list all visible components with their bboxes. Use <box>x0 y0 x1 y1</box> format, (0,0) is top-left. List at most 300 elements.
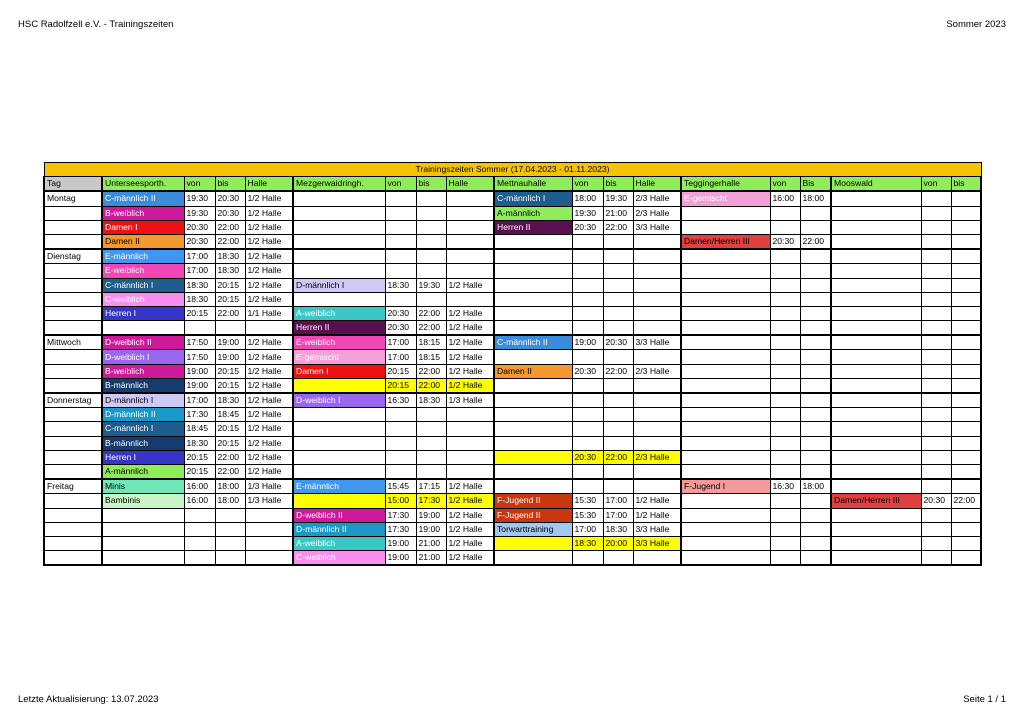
time-from-cell: 15:30 <box>572 494 603 508</box>
time-from-cell <box>184 508 215 522</box>
team-cell <box>681 350 770 364</box>
day-cell <box>44 408 102 422</box>
time-from-cell <box>770 508 800 522</box>
time-to-cell: 22:00 <box>603 364 633 378</box>
time-to-cell <box>800 306 831 320</box>
team-cell <box>494 450 572 464</box>
column-header: Mooswald <box>831 177 921 192</box>
time-to-cell: 22:00 <box>215 306 245 320</box>
time-to-cell <box>951 436 981 450</box>
table-row <box>44 249 981 264</box>
time-from-cell: 18:30 <box>184 292 215 306</box>
time-to-cell <box>951 278 981 292</box>
time-to-cell: 20:15 <box>215 422 245 436</box>
time-to-cell <box>603 278 633 292</box>
time-to-cell: 22:00 <box>215 464 245 479</box>
time-to-cell: 20:15 <box>215 364 245 378</box>
hall-cell: 1/2 Halle <box>446 508 494 522</box>
team-cell: Damen/Herren III <box>831 494 921 508</box>
time-to-cell <box>800 494 831 508</box>
team-cell <box>681 422 770 436</box>
team-cell <box>494 292 572 306</box>
team-cell <box>681 508 770 522</box>
day-cell <box>44 450 102 464</box>
table-row <box>44 464 981 479</box>
time-from-cell: 19:00 <box>385 551 416 566</box>
time-from-cell <box>921 234 951 249</box>
hall-cell <box>633 479 681 494</box>
time-to-cell <box>603 408 633 422</box>
column-header: Tag <box>44 177 102 192</box>
time-from-cell <box>921 249 951 264</box>
time-to-cell <box>416 422 446 436</box>
time-to-cell <box>416 264 446 278</box>
time-to-cell <box>603 422 633 436</box>
team-cell <box>494 479 572 494</box>
time-from-cell <box>921 378 951 393</box>
time-from-cell <box>184 321 215 336</box>
time-from-cell: 18:30 <box>385 278 416 292</box>
day-cell <box>44 522 102 536</box>
team-cell: C-männlich I <box>102 278 184 292</box>
time-to-cell: 20:15 <box>215 378 245 393</box>
team-cell <box>681 551 770 566</box>
page-number: Seite 1 / 1 <box>963 694 1006 705</box>
column-header: Unterseesporth. <box>102 177 184 192</box>
day-cell <box>44 436 102 450</box>
time-to-cell <box>800 206 831 220</box>
team-cell <box>494 306 572 320</box>
time-from-cell <box>385 206 416 220</box>
hall-cell <box>446 206 494 220</box>
time-from-cell <box>770 220 800 234</box>
hall-cell: 3/3 Halle <box>633 220 681 234</box>
team-cell <box>494 436 572 450</box>
hall-cell: 1/2 Halle <box>245 422 293 436</box>
hall-cell <box>633 551 681 566</box>
day-cell <box>44 321 102 336</box>
time-from-cell <box>921 393 951 408</box>
time-to-cell <box>951 220 981 234</box>
time-from-cell <box>921 220 951 234</box>
team-cell <box>293 422 385 436</box>
time-to-cell: 18:30 <box>416 393 446 408</box>
time-to-cell: 17:00 <box>603 508 633 522</box>
time-to-cell: 18:00 <box>800 191 831 206</box>
hall-cell: 1/2 Halle <box>245 464 293 479</box>
time-to-cell: 19:30 <box>603 191 633 206</box>
table-row <box>44 191 981 206</box>
team-cell: C-männlich II <box>494 335 572 350</box>
day-cell: Freitag <box>44 479 102 494</box>
hall-cell <box>245 536 293 550</box>
hall-cell <box>633 436 681 450</box>
time-to-cell <box>951 234 981 249</box>
column-header: von <box>921 177 951 192</box>
time-from-cell: 18:30 <box>184 436 215 450</box>
hall-cell: 1/2 Halle <box>446 551 494 566</box>
team-cell: B-weiblich <box>102 206 184 220</box>
team-cell: Herren II <box>293 321 385 336</box>
time-from-cell <box>572 264 603 278</box>
time-to-cell: 21:00 <box>416 551 446 566</box>
hall-cell <box>633 234 681 249</box>
time-from-cell: 17:50 <box>184 350 215 364</box>
time-to-cell <box>603 464 633 479</box>
time-from-cell: 17:00 <box>184 264 215 278</box>
time-to-cell <box>951 450 981 464</box>
team-cell <box>681 220 770 234</box>
team-cell: D-männlich I <box>293 278 385 292</box>
time-from-cell <box>385 436 416 450</box>
team-cell: C-weiblich <box>293 551 385 566</box>
time-to-cell: 22:00 <box>603 220 633 234</box>
time-from-cell <box>921 278 951 292</box>
column-header: bis <box>603 177 633 192</box>
time-from-cell: 17:00 <box>572 522 603 536</box>
time-from-cell: 17:30 <box>385 508 416 522</box>
hall-cell: 3/3 Halle <box>633 522 681 536</box>
time-from-cell <box>921 536 951 550</box>
time-from-cell: 20:30 <box>385 306 416 320</box>
time-from-cell <box>385 191 416 206</box>
time-from-cell: 16:30 <box>770 479 800 494</box>
team-cell <box>831 522 921 536</box>
team-cell <box>681 278 770 292</box>
time-from-cell: 20:30 <box>184 220 215 234</box>
hall-cell: 1/3 Halle <box>446 393 494 408</box>
time-to-cell: 18:00 <box>215 494 245 508</box>
time-from-cell: 20:30 <box>572 450 603 464</box>
team-cell <box>831 364 921 378</box>
team-cell <box>293 464 385 479</box>
team-cell <box>494 234 572 249</box>
hall-cell: 1/2 Halle <box>245 436 293 450</box>
table-row <box>44 536 981 550</box>
team-cell <box>831 335 921 350</box>
team-cell <box>831 393 921 408</box>
table-row <box>44 306 981 320</box>
team-cell: A-männlich <box>102 464 184 479</box>
time-to-cell: 19:00 <box>416 508 446 522</box>
team-cell <box>831 464 921 479</box>
document-header-season: Sommer 2023 <box>946 19 1006 30</box>
time-to-cell: 22:00 <box>416 364 446 378</box>
team-cell <box>681 393 770 408</box>
time-to-cell: 19:00 <box>416 522 446 536</box>
time-to-cell <box>800 335 831 350</box>
table-row <box>44 206 981 220</box>
team-cell <box>831 206 921 220</box>
hall-cell: 1/2 Halle <box>245 378 293 393</box>
time-from-cell <box>770 364 800 378</box>
team-cell <box>293 220 385 234</box>
time-from-cell <box>770 278 800 292</box>
column-header: Halle <box>245 177 293 192</box>
table-row <box>44 364 981 378</box>
time-from-cell <box>572 408 603 422</box>
hall-cell: 2/3 Halle <box>633 206 681 220</box>
time-to-cell <box>800 249 831 264</box>
time-from-cell: 19:00 <box>385 536 416 550</box>
team-cell <box>681 450 770 464</box>
team-cell: B-weiblich <box>102 364 184 378</box>
column-header-row <box>44 177 981 192</box>
team-cell <box>681 494 770 508</box>
team-cell <box>831 408 921 422</box>
table-row <box>44 220 981 234</box>
hall-cell: 1/2 Halle <box>446 378 494 393</box>
column-header: von <box>572 177 603 192</box>
time-from-cell <box>770 306 800 320</box>
table-title: Trainingszeiten Sommer (17.04.2023 - 01.11.2023) <box>44 163 981 177</box>
time-from-cell: 20:30 <box>921 494 951 508</box>
time-to-cell <box>951 321 981 336</box>
time-from-cell: 16:00 <box>184 494 215 508</box>
team-cell: Damen I <box>293 364 385 378</box>
day-cell <box>44 206 102 220</box>
time-from-cell <box>385 408 416 422</box>
team-cell: E-weiblich <box>102 264 184 278</box>
hall-cell: 1/2 Halle <box>446 350 494 364</box>
table-row <box>44 479 981 494</box>
hall-cell: 1/1 Halle <box>245 306 293 320</box>
team-cell <box>681 306 770 320</box>
team-cell <box>831 551 921 566</box>
time-to-cell <box>951 335 981 350</box>
time-to-cell <box>416 206 446 220</box>
time-from-cell <box>385 234 416 249</box>
hall-cell: 3/3 Halle <box>633 335 681 350</box>
team-cell <box>831 422 921 436</box>
time-to-cell: 20:30 <box>215 206 245 220</box>
team-cell: B-männlich <box>102 378 184 393</box>
time-from-cell <box>184 536 215 550</box>
column-header: Bis <box>800 177 831 192</box>
time-from-cell: 18:00 <box>572 191 603 206</box>
time-to-cell: 22:00 <box>215 234 245 249</box>
time-to-cell: 20:15 <box>215 278 245 292</box>
team-cell <box>681 364 770 378</box>
team-cell: Damen I <box>102 220 184 234</box>
time-to-cell <box>800 450 831 464</box>
time-to-cell <box>603 436 633 450</box>
hall-cell <box>446 191 494 206</box>
team-cell <box>831 508 921 522</box>
team-cell: Damen II <box>494 364 572 378</box>
day-cell <box>44 278 102 292</box>
time-from-cell <box>184 522 215 536</box>
time-from-cell <box>572 350 603 364</box>
time-from-cell <box>921 508 951 522</box>
team-cell: C-männlich I <box>102 422 184 436</box>
time-to-cell <box>800 321 831 336</box>
team-cell <box>494 278 572 292</box>
team-cell <box>831 278 921 292</box>
team-cell <box>494 551 572 566</box>
day-cell: Montag <box>44 191 102 206</box>
day-cell: Donnerstag <box>44 393 102 408</box>
hall-cell <box>446 292 494 306</box>
time-to-cell <box>800 522 831 536</box>
hall-cell: 1/3 Halle <box>245 494 293 508</box>
time-from-cell <box>921 292 951 306</box>
time-to-cell <box>800 464 831 479</box>
time-to-cell <box>603 350 633 364</box>
team-cell <box>293 264 385 278</box>
time-to-cell <box>416 249 446 264</box>
time-to-cell <box>800 551 831 566</box>
team-cell <box>494 393 572 408</box>
hall-cell: 1/2 Halle <box>446 278 494 292</box>
time-from-cell <box>921 306 951 320</box>
hall-cell: 1/2 Halle <box>245 408 293 422</box>
team-cell: Torwarttraining <box>494 522 572 536</box>
time-to-cell <box>800 264 831 278</box>
team-cell: D-männlich II <box>293 522 385 536</box>
hall-cell <box>633 306 681 320</box>
team-cell: C-männlich I <box>494 191 572 206</box>
column-header: von <box>184 177 215 192</box>
time-to-cell: 18:00 <box>215 479 245 494</box>
time-to-cell: 20:15 <box>215 292 245 306</box>
column-header: Halle <box>446 177 494 192</box>
time-to-cell <box>603 249 633 264</box>
hall-cell <box>245 508 293 522</box>
time-to-cell <box>416 408 446 422</box>
time-from-cell: 17:00 <box>184 249 215 264</box>
time-to-cell: 18:30 <box>603 522 633 536</box>
time-from-cell: 18:45 <box>184 422 215 436</box>
time-from-cell: 19:30 <box>572 206 603 220</box>
time-from-cell <box>921 350 951 364</box>
time-from-cell: 19:00 <box>184 378 215 393</box>
time-from-cell <box>572 479 603 494</box>
hall-cell: 1/2 Halle <box>446 536 494 550</box>
time-from-cell: 15:45 <box>385 479 416 494</box>
table-row <box>44 408 981 422</box>
hall-cell: 1/2 Halle <box>245 278 293 292</box>
team-cell <box>681 321 770 336</box>
team-cell <box>494 264 572 278</box>
time-from-cell <box>921 191 951 206</box>
team-cell <box>681 436 770 450</box>
column-header: Halle <box>633 177 681 192</box>
time-from-cell <box>572 306 603 320</box>
hall-cell: 1/2 Halle <box>446 364 494 378</box>
time-from-cell: 20:30 <box>572 364 603 378</box>
hall-cell <box>633 422 681 436</box>
time-from-cell <box>385 464 416 479</box>
time-from-cell <box>770 249 800 264</box>
time-from-cell <box>921 551 951 566</box>
time-to-cell: 21:00 <box>603 206 633 220</box>
time-to-cell <box>951 536 981 550</box>
time-to-cell <box>951 422 981 436</box>
time-from-cell: 20:15 <box>385 364 416 378</box>
document-header-title: HSC Radolfzell e.V. - Trainingszeiten <box>18 19 174 30</box>
time-to-cell <box>800 508 831 522</box>
time-to-cell <box>603 551 633 566</box>
time-to-cell: 20:15 <box>215 436 245 450</box>
time-from-cell: 20:15 <box>184 450 215 464</box>
day-cell <box>44 350 102 364</box>
hall-cell <box>446 464 494 479</box>
hall-cell: 1/2 Halle <box>245 264 293 278</box>
team-cell: D-weiblich II <box>293 508 385 522</box>
day-cell <box>44 508 102 522</box>
day-cell: Mittwoch <box>44 335 102 350</box>
time-to-cell <box>951 393 981 408</box>
time-to-cell: 20:00 <box>603 536 633 550</box>
time-from-cell <box>770 321 800 336</box>
time-from-cell <box>770 378 800 393</box>
team-cell: Herren I <box>102 450 184 464</box>
hall-cell <box>245 321 293 336</box>
hall-cell <box>245 551 293 566</box>
hall-cell: 2/3 Halle <box>633 450 681 464</box>
time-from-cell <box>770 393 800 408</box>
column-header: von <box>770 177 800 192</box>
time-from-cell <box>385 264 416 278</box>
hall-cell <box>633 378 681 393</box>
time-to-cell <box>951 264 981 278</box>
time-from-cell <box>770 206 800 220</box>
time-from-cell <box>921 408 951 422</box>
time-to-cell <box>603 479 633 494</box>
team-cell: D-weiblich I <box>102 350 184 364</box>
last-updated: Letzte Aktualisierung: 13.07.2023 <box>18 694 159 705</box>
hall-cell: 1/2 Halle <box>245 292 293 306</box>
time-from-cell <box>770 522 800 536</box>
team-cell <box>831 436 921 450</box>
time-to-cell: 18:00 <box>800 479 831 494</box>
table-row <box>44 321 981 336</box>
time-from-cell <box>184 551 215 566</box>
hall-cell: 1/2 Halle <box>245 393 293 408</box>
team-cell: Herren I <box>102 306 184 320</box>
team-cell <box>293 234 385 249</box>
time-to-cell <box>951 522 981 536</box>
time-from-cell <box>770 292 800 306</box>
time-to-cell: 22:00 <box>603 450 633 464</box>
hall-cell: 1/2 Halle <box>446 479 494 494</box>
day-cell <box>44 220 102 234</box>
time-to-cell: 17:30 <box>416 494 446 508</box>
team-cell <box>102 522 184 536</box>
table-row <box>44 264 981 278</box>
time-from-cell: 19:30 <box>184 191 215 206</box>
time-to-cell: 22:00 <box>951 494 981 508</box>
hall-cell: 2/3 Halle <box>633 191 681 206</box>
hall-cell <box>633 350 681 364</box>
time-from-cell <box>572 393 603 408</box>
time-from-cell: 15:30 <box>572 508 603 522</box>
team-cell <box>102 551 184 566</box>
team-cell <box>494 321 572 336</box>
time-to-cell <box>416 450 446 464</box>
time-to-cell: 22:00 <box>416 321 446 336</box>
hall-cell <box>446 422 494 436</box>
hall-cell: 1/2 Halle <box>245 335 293 350</box>
time-from-cell <box>572 436 603 450</box>
time-from-cell <box>572 234 603 249</box>
time-to-cell <box>800 393 831 408</box>
time-from-cell <box>385 220 416 234</box>
time-to-cell <box>416 464 446 479</box>
team-cell <box>494 350 572 364</box>
day-cell <box>44 264 102 278</box>
